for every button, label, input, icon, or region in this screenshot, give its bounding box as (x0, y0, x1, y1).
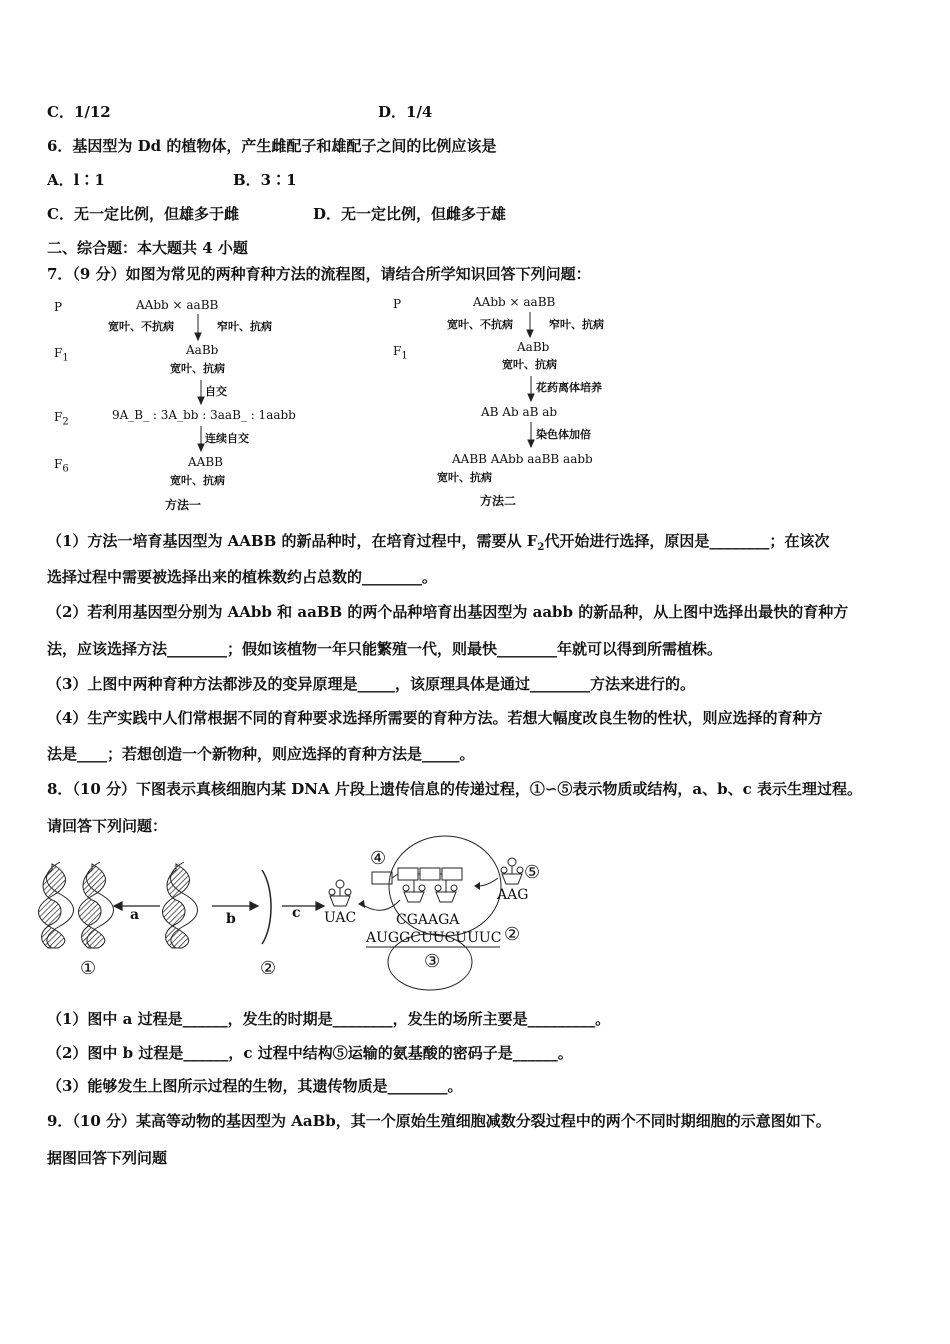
fig2-f1-trait: 宽叶、抗病 (502, 358, 557, 371)
anticodon-uac: UAC (324, 910, 357, 926)
fig1-label-f6: $F_6$ (54, 457, 69, 475)
fig2-offspring: AABB AAbb aaBB aabb (452, 452, 593, 466)
q7-part2-line1: （2）若利用基因型分别为 AAbb 和 aaBB 的两个品种培育出基因型为 aabb 的新品种，从上图中选择出最快的育种方 (47, 603, 849, 621)
fig2-step-doubling: 染色体加倍 (536, 428, 591, 441)
q8-part2: （2）图中 b 过程是______，c 过程中结构⑤运输的氨基酸的密码子是______。 (47, 1044, 573, 1062)
fig2-parent1-trait: 宽叶、不抗病 (447, 318, 513, 331)
fig1-step-continuous-selfing: 连续自交 (205, 432, 249, 445)
fig2-gametes: AB Ab aB ab (481, 405, 558, 419)
q8-stem-line2: 请回答下列问题： (47, 817, 168, 835)
q7-part4-line1: （4）生产实践中人们常根据不同的育种要求选择所需要的育种方法。若想大幅度改良生物的性状，则应选择的育种方 (47, 709, 823, 727)
q5-option-c: C．1/12 (47, 103, 111, 121)
dna-helix-left-2 (79, 862, 114, 948)
anticodon-cgaaga: CGAAGA (396, 912, 460, 928)
q7-part2-line2: 法，应该选择方法________；假如该植物一年只能繁殖一代，则最快________年就可以得到所需植株。 (47, 640, 723, 658)
mrna-curve (262, 870, 271, 944)
anticodon-aag: AAG (497, 887, 529, 903)
trna-left-icon (329, 880, 351, 906)
q7-part1-line1: （1）方法一培育基因型为 AABB 的新品种时，在培育过程中，需要从 $F_2$代开始进行选择，原因是________；在该次 (47, 532, 830, 553)
fig1-f1-trait: 宽叶、抗病 (170, 362, 225, 375)
section-heading: 二、综合题：本大题共 4 小题 (47, 239, 248, 257)
mrna-sequence: AUGGCUUCUUUC (366, 930, 502, 946)
fig1-parents: AAbb × aaBB (136, 298, 219, 312)
fig1-f6-trait: 宽叶、抗病 (170, 474, 225, 487)
fig2-parents: AAbb × aaBB (473, 295, 556, 309)
fig1-f6-genotype: AABB (188, 455, 223, 469)
q7-part1-line2: 选择过程中需要被选择出来的植株数约占总数的________。 (47, 568, 438, 586)
label-2: ② (504, 924, 521, 945)
dna-helix-left-1 (39, 862, 74, 948)
q6-stem: 6．基因型为 Dd 的植物体，产生雌配子和雄配子之间的比例应该是 (47, 137, 497, 155)
fig2-label-p: P (393, 297, 402, 311)
trna-in-ribosome-icon (403, 880, 457, 902)
fig2-step-anther-culture: 花药离体培养 (536, 381, 602, 394)
label-4: ④ (370, 848, 387, 869)
fig2-f1-genotype: AaBb (517, 340, 550, 354)
q9-stem-line1: 9．（10 分）某高等动物的基因型为 AaBb，其一个原始生殖细胞减数分裂过程中的两个不同时期细胞的示意图如下。 (47, 1112, 831, 1130)
arrow-label-a: a (130, 907, 140, 923)
fig2-caption: 方法二 (480, 494, 517, 508)
fig1-label-p: P (54, 300, 63, 314)
q6-option-c: C．无一定比例，但雄多于雌 (47, 205, 239, 223)
label-1: ① (80, 958, 97, 979)
fig1-parent1-trait: 宽叶、不抗病 (108, 320, 174, 333)
trna-right-icon (501, 858, 523, 884)
fig1-parent2-trait: 窄叶、抗病 (217, 320, 272, 333)
q8-part3: （3）能够发生上图所示过程的生物，其遗传物质是________。 (47, 1077, 463, 1095)
fig2-final-trait: 宽叶、抗病 (437, 471, 492, 484)
q6-option-b: B．3∶1 (233, 171, 297, 189)
q7-part4-line2: 法是____；若想创造一个新物种，则应选择的育种方法是_____。 (47, 745, 475, 763)
fig1-caption: 方法一 (165, 498, 202, 512)
label-2-under-curve: ② (260, 958, 277, 979)
fig1-label-f1: $F_1$ (54, 346, 69, 364)
q5-option-d: D．1/4 (378, 103, 433, 121)
fig1-f1-genotype: AaBb (186, 343, 219, 357)
fig1-f2-ratio: 9A_B_ : 3A_bb : 3aaB_ : 1aabb (112, 408, 296, 422)
q9-stem-line2: 据图回答下列问题 (47, 1149, 168, 1167)
label-3: ③ (424, 951, 441, 972)
q7-stem: 7．（9 分）如图为常见的两种育种方法的流程图，请结合所学知识回答下列问题： (47, 265, 591, 283)
arrow-label-c: c (292, 905, 301, 921)
fig2-label-f1: $F_1$ (393, 344, 408, 362)
q7-part3: （3）上图中两种育种方法都涉及的变异原理是_____，该原理具体是通过________方法来进行的。 (47, 675, 695, 693)
fig2-parent2-trait: 窄叶、抗病 (549, 318, 604, 331)
fig1-step-selfing: 自交 (205, 385, 227, 398)
q6-option-a: A．l∶1 (47, 171, 105, 189)
q8-part1: （1）图中 a 过程是______，发生的时期是________，发生的场所主要是_________。 (47, 1010, 611, 1028)
fig1-label-f2: $F_2$ (54, 410, 69, 428)
arrow-label-b: b (226, 911, 236, 927)
dna-helix-middle (163, 862, 198, 948)
q8-stem-line1: 8．（10 分）下图表示真核细胞内某 DNA 片段上遗传信息的传递过程，①∽⑤表示物质或结构，a、b、c 表示生理过程。 (47, 780, 862, 798)
q6-option-d: D．无一定比例，但雌多于雄 (313, 205, 507, 223)
label-5: ⑤ (524, 862, 541, 883)
